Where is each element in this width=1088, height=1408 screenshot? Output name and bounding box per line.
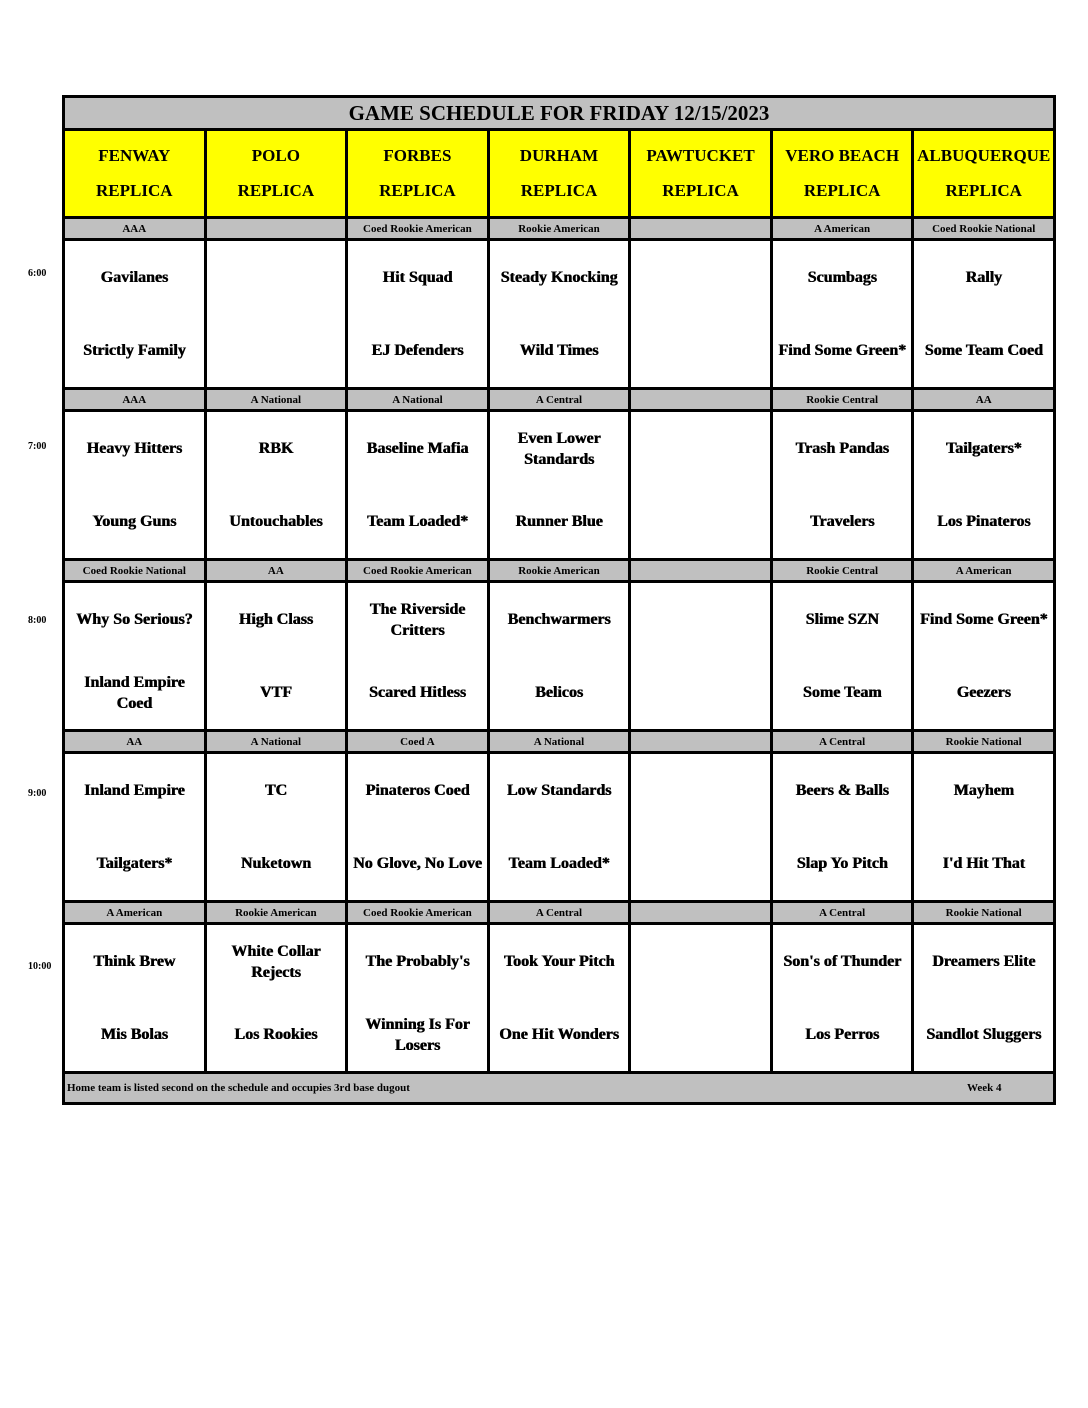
field-name: POLO [251, 146, 300, 166]
home-team: Team Loaded* [508, 855, 610, 872]
home-team: Some Team Coed [924, 342, 1043, 359]
home-team: Sandlot Sluggers [926, 1026, 1042, 1043]
away-team: The Riverside Critters [369, 600, 466, 639]
field-type: REPLICA [237, 180, 315, 200]
division-label [631, 219, 770, 238]
division-label: A National [348, 390, 487, 409]
home-team: Los Pinateros [936, 513, 1031, 530]
away-team [631, 925, 770, 998]
away-team: Hit Squad [382, 269, 453, 286]
field-name: DURHAM [519, 146, 599, 166]
division-row [65, 561, 1053, 580]
game-cell [490, 241, 629, 387]
home-team: Winning Is For Losers [365, 1015, 470, 1054]
home-team: Team Loaded* [366, 513, 469, 530]
division-label: A Central [773, 903, 912, 922]
away-team: Heavy Hitters [86, 440, 183, 457]
game-cell [65, 925, 204, 1071]
field-name: FORBES [383, 146, 452, 166]
game-cell [773, 925, 912, 1071]
game-cell [490, 412, 629, 558]
game-cell [631, 583, 770, 729]
field-type: REPLICA [945, 180, 1022, 200]
schedule-footer [65, 1074, 1053, 1102]
game-cell [65, 583, 204, 729]
away-team [631, 583, 770, 656]
away-team: The Probably's [365, 953, 470, 970]
home-team [207, 314, 346, 387]
division-label: Coed Rookie American [348, 903, 487, 922]
home-team [631, 485, 770, 558]
away-team: Even Lower Standards [517, 429, 601, 468]
home-team: EJ Defenders [371, 342, 464, 359]
home-team: Strictly Family [82, 342, 186, 359]
home-team: Wild Times [519, 342, 599, 359]
game-cell [914, 412, 1053, 558]
division-label: Rookie National [914, 903, 1053, 922]
division-row [65, 903, 1053, 922]
game-cell [914, 241, 1053, 387]
home-team: Los Perros [805, 1026, 880, 1043]
game-cell [490, 925, 629, 1071]
division-label: AA [914, 390, 1053, 409]
away-team: RBK [258, 440, 294, 457]
division-label: Rookie American [490, 561, 629, 580]
game-cell [914, 925, 1053, 1071]
time-label: 7:00 [28, 441, 47, 452]
division-label: Rookie American [207, 903, 346, 922]
time-label: 10:00 [28, 961, 52, 972]
division-label: A National [207, 732, 346, 751]
division-label: Coed Rookie American [348, 219, 487, 238]
home-team: VTF [259, 684, 292, 701]
game-cell [490, 583, 629, 729]
division-label: AAA [65, 219, 204, 238]
home-team: Untouchables [229, 513, 323, 530]
away-team: Scumbags [807, 269, 877, 286]
game-cell [914, 754, 1053, 900]
game-cell [65, 754, 204, 900]
division-label: Coed Rookie American [348, 561, 487, 580]
home-team: Find Some Green* [778, 342, 906, 359]
home-team [631, 314, 770, 387]
away-team: Find Some Green* [919, 611, 1048, 628]
field-header-polo [207, 131, 346, 216]
away-team: Slime SZN [805, 611, 879, 628]
time-slots [65, 219, 1053, 1074]
game-cell [631, 412, 770, 558]
home-team [631, 656, 770, 729]
division-row [65, 390, 1053, 409]
home-team: Slap Yo Pitch [796, 855, 888, 872]
home-team: No Glove, No Love [352, 855, 482, 872]
game-cell [65, 241, 204, 387]
field-header-row [65, 131, 1053, 219]
game-cell [348, 754, 487, 900]
home-team: Travelers [809, 513, 875, 530]
away-team: Beers & Balls [795, 782, 889, 799]
division-label [631, 561, 770, 580]
field-name: PAWTUCKET [646, 146, 755, 166]
division-label: Coed Rookie National [914, 219, 1053, 238]
division-label: A Central [490, 390, 629, 409]
away-team: Low Standards [506, 782, 612, 799]
game-cell [348, 925, 487, 1071]
time-label: 6:00 [28, 268, 47, 279]
field-header-vero-beach [773, 131, 912, 216]
division-label: AAA [65, 390, 204, 409]
away-team: TC [264, 782, 287, 799]
time-label: 8:00 [28, 615, 47, 626]
away-team: White Collar Rejects [231, 942, 321, 981]
division-label: A National [490, 732, 629, 751]
schedule-title: GAME SCHEDULE FOR FRIDAY 12/15/2023 [65, 98, 1053, 131]
away-team: Benchwarmers [507, 611, 611, 628]
home-team: Geezers [956, 684, 1011, 701]
division-label: AA [65, 732, 204, 751]
game-cell [348, 241, 487, 387]
home-team: Tailgaters* [96, 855, 173, 872]
away-team: Took Your Pitch [503, 953, 615, 970]
away-team: Trash Pandas [795, 440, 889, 457]
division-label: A American [914, 561, 1053, 580]
home-team: Scared Hitless [368, 684, 466, 701]
field-header-forbes [348, 131, 487, 216]
game-cell [631, 925, 770, 1071]
home-team: Belicos [534, 684, 583, 701]
away-team [207, 241, 346, 314]
field-type: REPLICA [96, 180, 173, 200]
field-name: VERO BEACH [785, 146, 900, 166]
game-cell [207, 412, 346, 558]
away-team: Rally [965, 269, 1002, 286]
division-label: Rookie Central [773, 561, 912, 580]
away-team [631, 754, 770, 827]
home-team [631, 998, 770, 1071]
home-team [631, 827, 770, 900]
away-team: Pinateros Coed [365, 782, 470, 799]
field-name: FENWAY [98, 146, 171, 166]
game-cell [914, 583, 1053, 729]
game-row [65, 922, 1053, 1074]
division-label: A American [773, 219, 912, 238]
away-team: High Class [238, 611, 313, 628]
away-team: Tailgaters* [945, 440, 1022, 457]
division-label [631, 732, 770, 751]
away-team: Steady Knocking [500, 269, 618, 286]
division-label: Coed Rookie National [65, 561, 204, 580]
time-label: 9:00 [28, 788, 47, 799]
game-cell [773, 412, 912, 558]
game-cell [348, 583, 487, 729]
game-cell [773, 754, 912, 900]
home-team: Mis Bolas [100, 1026, 168, 1043]
division-label: AA [207, 561, 346, 580]
home-team: Some Team [802, 684, 882, 701]
week-label: Week 4 [967, 1082, 1002, 1094]
game-cell [631, 241, 770, 387]
division-label: Rookie National [914, 732, 1053, 751]
division-label [631, 903, 770, 922]
home-team: Los Rookies [234, 1026, 318, 1043]
game-cell [773, 241, 912, 387]
game-cell [631, 754, 770, 900]
home-team-note: Home team is listed second on the schedule and occupies 3rd base dugout [67, 1082, 410, 1094]
field-header-durham [490, 131, 629, 216]
game-cell [490, 754, 629, 900]
away-team: Inland Empire [83, 782, 185, 799]
field-header-pawtucket [631, 131, 770, 216]
division-label: Coed A [348, 732, 487, 751]
home-team: Nuketown [240, 855, 311, 872]
division-row [65, 732, 1053, 751]
away-team: Son's of Thunder [783, 953, 902, 970]
game-cell [207, 241, 346, 387]
game-row [65, 238, 1053, 390]
away-team [631, 412, 770, 485]
division-label: Rookie Central [773, 390, 912, 409]
game-cell [348, 412, 487, 558]
schedule-table [62, 95, 1056, 1105]
field-header-albuquerque [914, 131, 1053, 216]
field-header-fenway [65, 131, 204, 216]
game-cell [65, 412, 204, 558]
game-cell [773, 583, 912, 729]
field-type: REPLICA [379, 180, 456, 200]
away-team: Mayhem [953, 782, 1014, 799]
home-team: Young Guns [92, 513, 177, 530]
away-team: Baseline Mafia [366, 440, 469, 457]
field-type: REPLICA [520, 180, 598, 200]
division-label: A American [65, 903, 204, 922]
home-team: Inland Empire Coed [83, 673, 185, 712]
division-label: A Central [490, 903, 629, 922]
away-team [631, 241, 770, 314]
game-cell [207, 754, 346, 900]
division-label [207, 219, 346, 238]
division-label: A National [207, 390, 346, 409]
home-team: Runner Blue [515, 513, 603, 530]
game-row [65, 409, 1053, 561]
division-label: Rookie American [490, 219, 629, 238]
away-team: Gavilanes [100, 269, 169, 286]
game-cell [207, 583, 346, 729]
field-name: ALBUQUERQUE [917, 146, 1051, 166]
game-row [65, 580, 1053, 732]
field-type: REPLICA [662, 180, 739, 200]
game-cell [207, 925, 346, 1071]
division-row [65, 219, 1053, 238]
game-row [65, 751, 1053, 903]
home-team: One Hit Wonders [499, 1026, 619, 1043]
away-team: Think Brew [93, 953, 176, 970]
division-label: A Central [773, 732, 912, 751]
division-label [631, 390, 770, 409]
home-team: I'd Hit That [942, 855, 1025, 872]
away-team: Dreamers Elite [932, 953, 1036, 970]
away-team: Why So Serious? [76, 611, 193, 628]
field-type: REPLICA [803, 180, 881, 200]
